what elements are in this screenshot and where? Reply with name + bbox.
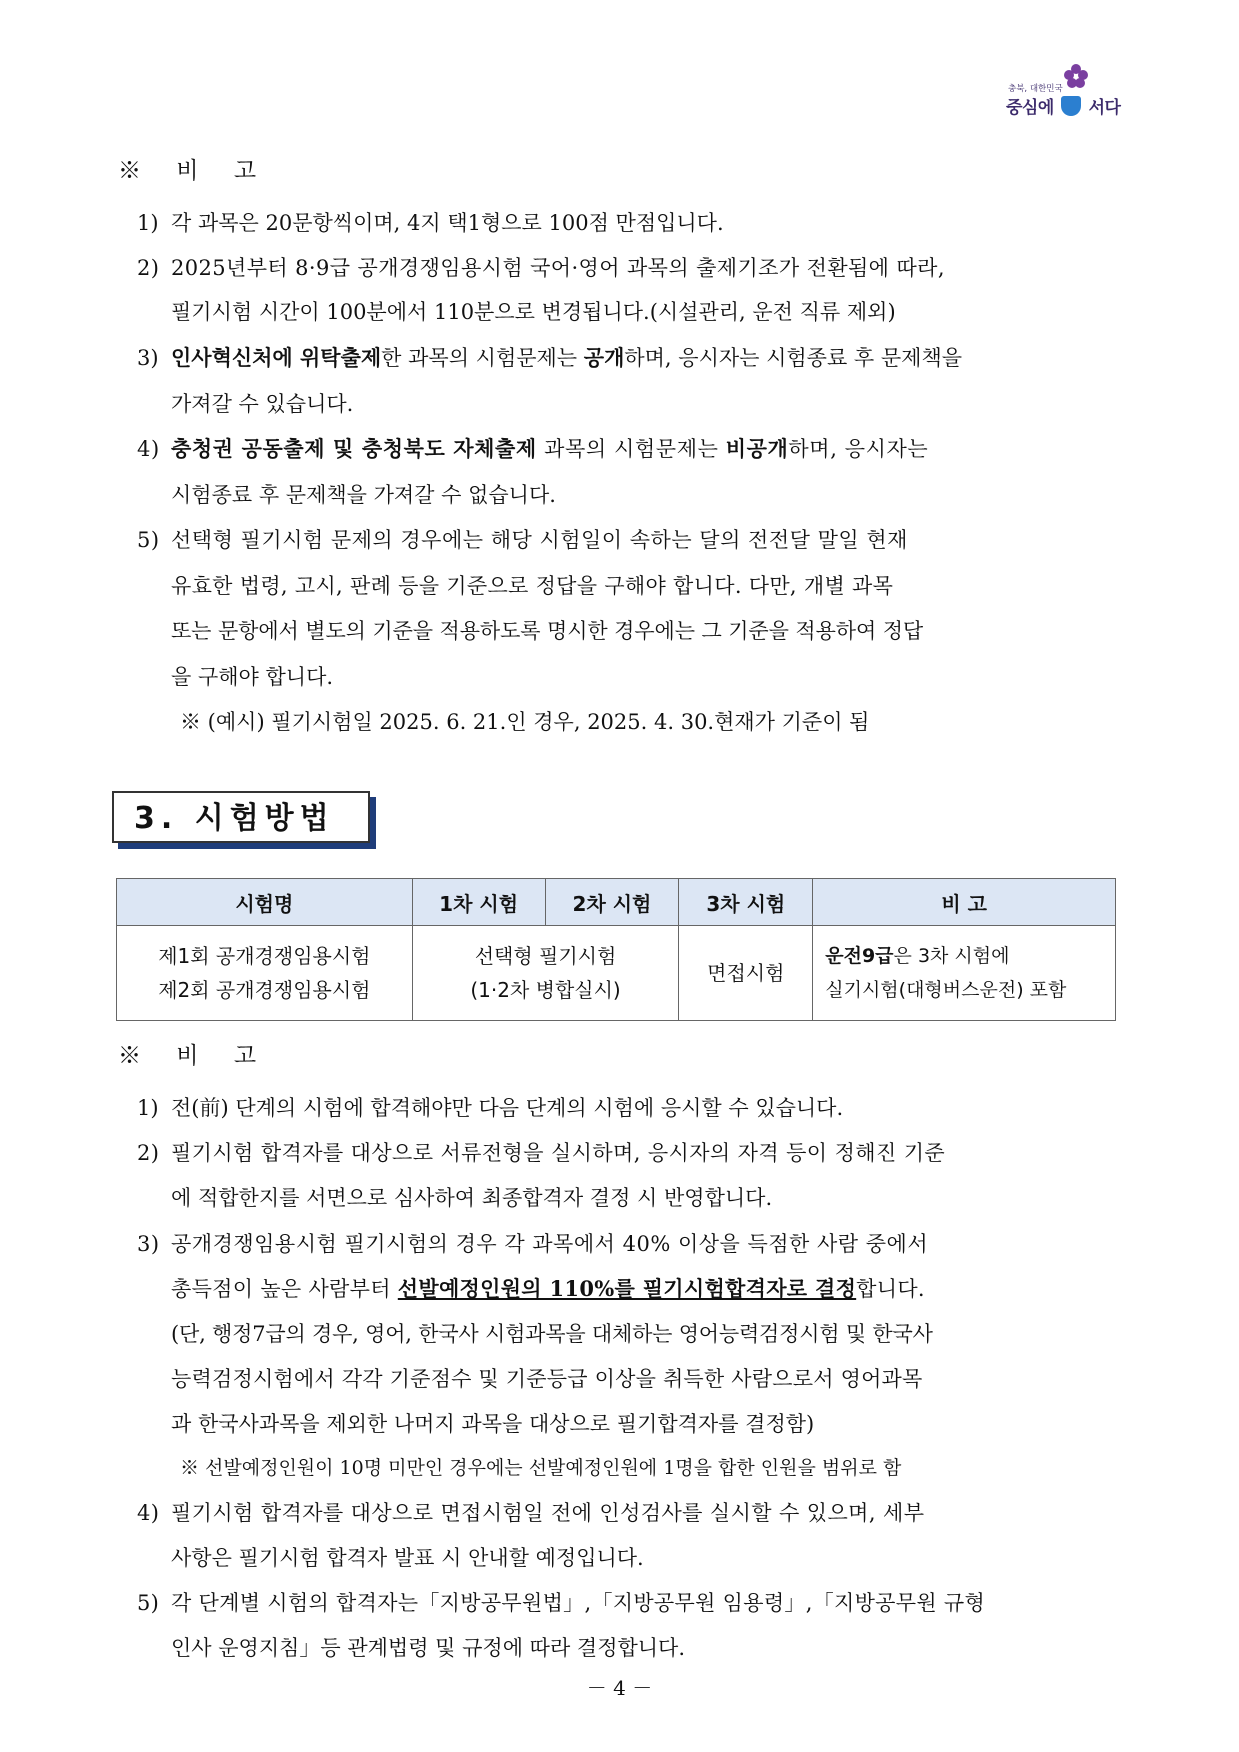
note1-item-2-line-2: 필기시험 시간이 100분에서 110분으로 변경됩니다.(시설관리, 운전 직류 제외) bbox=[171, 300, 896, 324]
note2-item-3-line-5: 과 한국사과목을 제외한 나머지 과목을 대상으로 필기합격자를 결정함) bbox=[171, 1412, 815, 1436]
page-number: － 4 － bbox=[586, 1676, 653, 1700]
table-cell-note: 운전9급은 3차 시험에 실기시험(대형버스운전) 포함 bbox=[813, 926, 1116, 1021]
table-cell-1st-2nd: 선택형 필기시험 (1·2차 병합실시) bbox=[412, 926, 679, 1021]
note2-item-3: 3) 공개경쟁임용시험 필기시험의 경우 각 과목에서 40% 이상을 득점한 사람 중에서 bbox=[137, 1232, 929, 1256]
note2-item-1: 1) 전(前) 단계의 시험에 합격해야만 다음 단계의 시험에 응시할 수 있습니다. bbox=[137, 1096, 844, 1120]
note1-item-5-line-4: 을 구해야 합니다. bbox=[171, 665, 334, 689]
note1-example: ※ (예시) 필기시험일 2025. 6. 21.인 경우, 2025. 4. 30.현재가 기준이 됨 bbox=[180, 710, 870, 734]
table-cell-3rd: 면접시험 bbox=[679, 926, 813, 1021]
logo bbox=[1006, 62, 1136, 128]
logo-top-text: 충북, 대한민국 bbox=[1008, 84, 1063, 94]
logo-main-text: 중심에 서다 bbox=[1006, 98, 1121, 118]
note2-item-5: 5) 각 단계별 시험의 합격자는「지방공무원법」,「지방공무원 임용령」,「지방공무원 규형 bbox=[137, 1591, 986, 1615]
note2-item-2: 2) 필기시험 합격자를 대상으로 서류전형을 실시하며, 응시자의 자격 등이 정해진 기준 bbox=[137, 1141, 946, 1165]
note1-item-3-line-2: 가져갈 수 있습니다. bbox=[171, 392, 354, 416]
table-header-exam-name: 시험명 bbox=[117, 879, 413, 926]
table-header-2nd: 2차 시험 bbox=[545, 879, 679, 926]
table-header-1st: 1차 시험 bbox=[412, 879, 545, 926]
note2-item-3-line-2: 총득점이 높은 사람부터 선발예정인원의 110%를 필기시험합격자로 결정합니다. bbox=[171, 1276, 925, 1301]
note1-item-1: 1) 각 과목은 20문항씩이며, 4지 택1형으로 100점 만점입니다. bbox=[137, 211, 724, 235]
exam-method-table bbox=[116, 878, 1116, 1021]
note2-item-2-line-2: 에 적합한지를 서면으로 심사하여 최종합격자 결정 시 반영합니다. bbox=[171, 1186, 773, 1210]
table-row bbox=[117, 926, 1116, 1021]
note1-heading: ※ 비 고 bbox=[118, 158, 271, 184]
note1-item-5-line-2: 유효한 법령, 고시, 판례 등을 기준으로 정답을 구해야 합니다. 다만, 개별 과목 bbox=[171, 574, 894, 598]
note1-item-2: 2) 2025년부터 8·9급 공개경쟁임용시험 국어·영어 과목의 출제기조가 전환됨에 따라, bbox=[137, 256, 945, 280]
note1-item-5-line-3: 또는 문항에서 별도의 기준을 적용하도록 명시한 경우에는 그 기준을 적용하여 정답 bbox=[171, 619, 924, 643]
note2-item-3-line-4: 능력검정시험에서 각각 기준점수 및 기준등급 이상을 취득한 사람으로서 영어과목 bbox=[171, 1367, 923, 1391]
section-3-title: 3. 시험방법 bbox=[112, 791, 370, 843]
note2-item-4-line-2: 사항은 필기시험 합격자 발표 시 안내할 예정입니다. bbox=[171, 1546, 644, 1570]
table-header-note: 비 고 bbox=[813, 879, 1116, 926]
shield-icon bbox=[1061, 96, 1081, 116]
note2-item-4: 4) 필기시험 합격자를 대상으로 면접시험일 전에 인성검사를 실시할 수 있으며, 세부 bbox=[137, 1501, 925, 1525]
note1-item-5: 5) 선택형 필기시험 문제의 경우에는 해당 시험일이 속하는 달의 전전달 말일 현재 bbox=[137, 528, 908, 552]
note2-heading: ※ 비 고 bbox=[118, 1043, 271, 1069]
table-header-3rd: 3차 시험 bbox=[679, 879, 813, 926]
note2-item-3-sub: ※ 선발예정인원이 10명 미만인 경우에는 선발예정인원에 1명을 합한 인원을 범위로 함 bbox=[180, 1457, 902, 1479]
note2-item-5-line-2: 인사 운영지침」등 관계법령 및 규정에 따라 결정합니다. bbox=[171, 1636, 686, 1660]
note1-item-3: 3) 인사혁신처에 위탁출제한 과목의 시험문제는 공개하며, 응시자는 시험종료 후 문제책을 bbox=[137, 346, 963, 370]
note1-item-4: 4) 충청권 공동출제 및 충청북도 자체출제 과목의 시험문제는 비공개하며, 응시자는 bbox=[137, 437, 929, 461]
table-cell-exam-name: 제1회 공개경쟁임용시험 제2회 공개경쟁임용시험 bbox=[117, 926, 413, 1021]
flower-logo-icon bbox=[1061, 62, 1091, 92]
note2-item-3-line-3: (단, 행정7급의 경우, 영어, 한국사 시험과목을 대체하는 영어능력검정시험 및 한국사 bbox=[171, 1322, 933, 1346]
note1-item-4-line-2: 시험종료 후 문제책을 가져갈 수 없습니다. bbox=[171, 483, 556, 507]
